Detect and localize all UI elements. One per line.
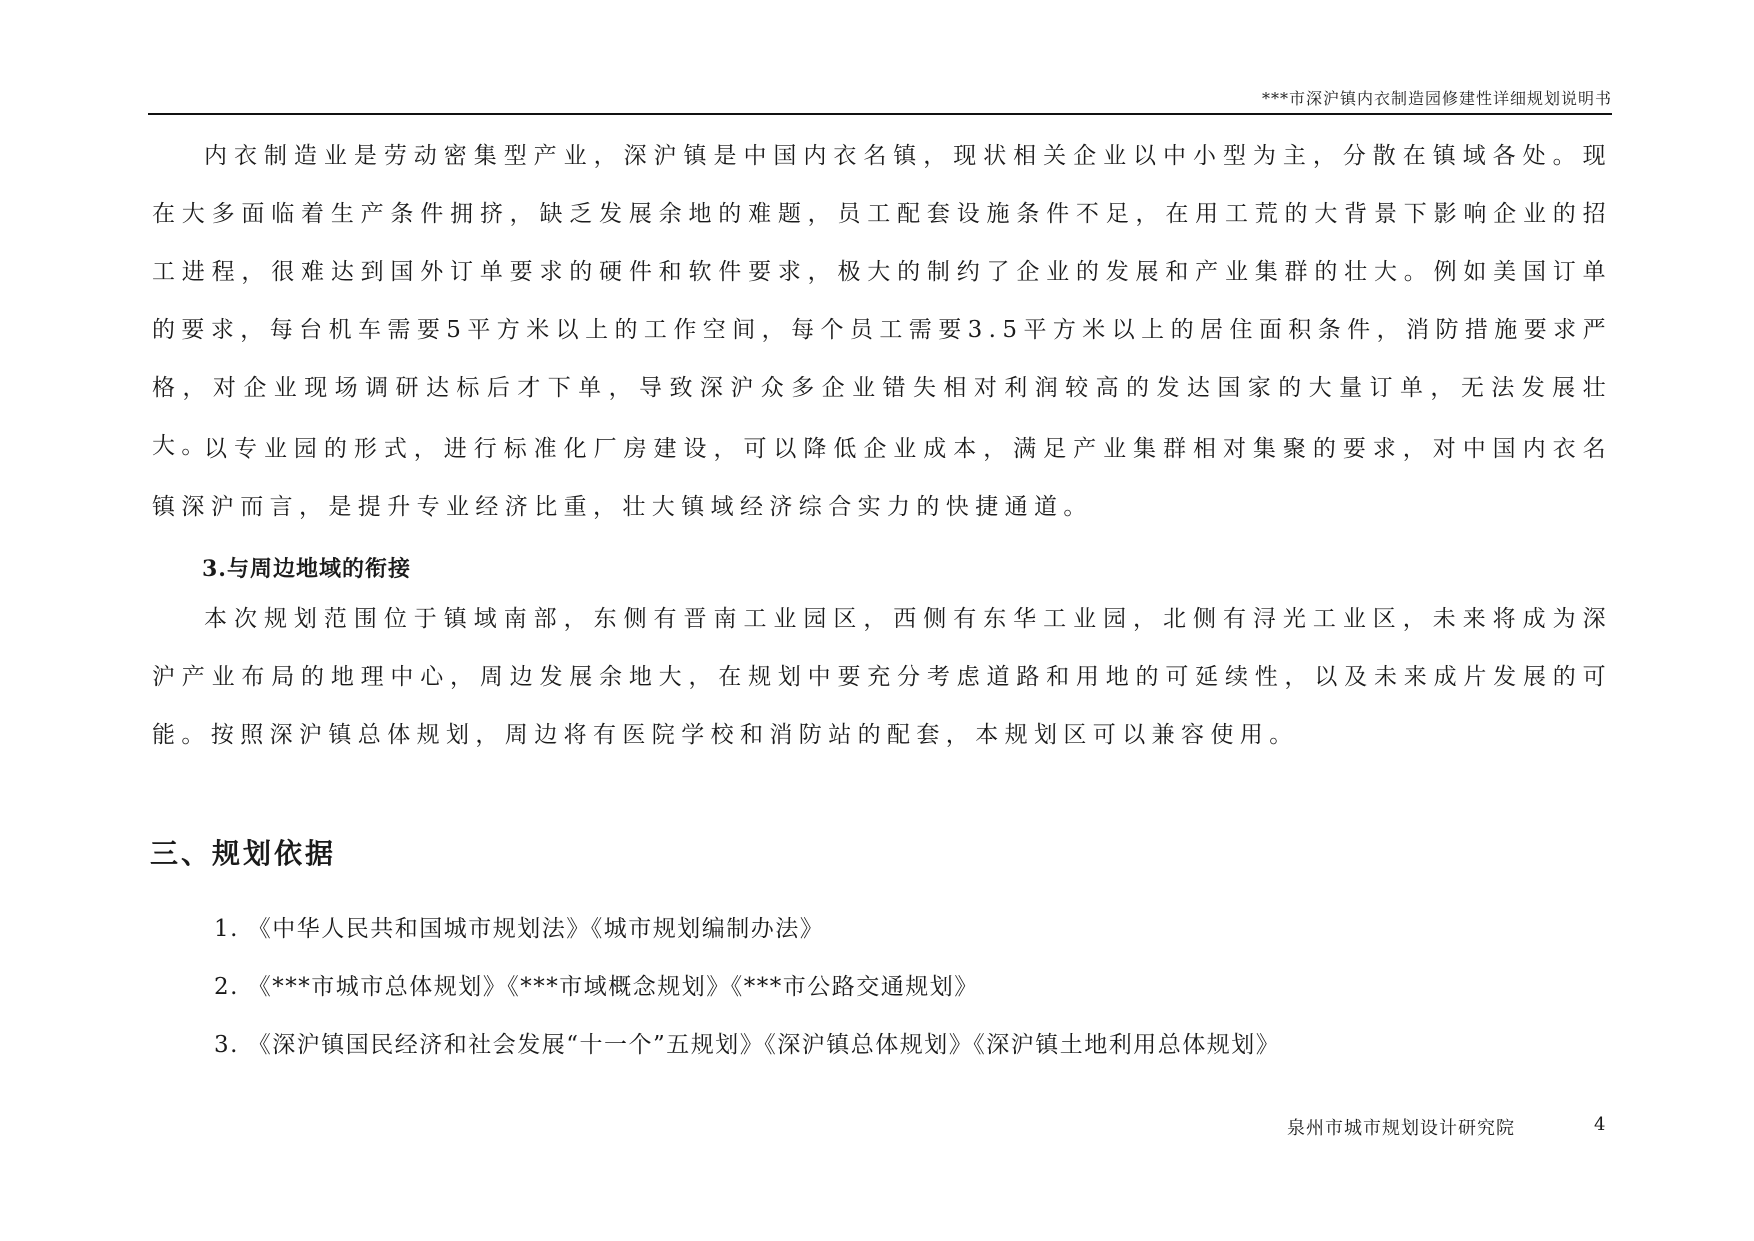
footer-organization: 泉州市城市规划设计研究院 — [1287, 1118, 1515, 1139]
body-paragraph-1: 内衣制造业是劳动密集型产业，深沪镇是中国内衣名镇，现状相关企业以中小型为主，分散在镇域各处。现在大多面临着生产条件拥挤，缺乏发展余地的难题，员工配套设施条件不足，在用工荒的大背景下影响企业的招工进程，很难达到国外订单要求的硬件和软件要求，极大的制约了企业的发展和产业集群的壮大。例如美国订单的要求，每台机车需要5平方米以上的工作空间，每个员工需要3.5平方米以上的居住面积条件，消防措施要求严格，对企业现场调研达标后才下单，导致深沪众多企业错失相对利润较高的发达国家的大量订单，无法发展壮大。 — [152, 143, 1612, 459]
running-header: ***市深沪镇内衣制造园修建性详细规划说明书 — [1261, 89, 1612, 108]
section-heading-planning-basis: 三、规划依据 — [150, 837, 337, 870]
body-paragraph-3: 本次规划范围位于镇域南部，东侧有晋南工业园区，西侧有东华工业园，北侧有浔光工业区，未来将成为深沪产业布局的地理中心，周边发展余地大，在规划中要充分考虑道路和用地的可延续性，以及未来成片发展的可能。按照深沪镇总体规划，周边将有医院学校和消防站的配套，本规划区可以兼容使用。 — [152, 606, 1612, 748]
reference-list — [214, 900, 1280, 1074]
reference-item-1: 1. 《中华人民共和国城市规划法》《城市规划编制办法》 — [214, 916, 825, 942]
body-paragraph-2: 以专业园的形式，进行标准化厂房建设，可以降低企业成本，满足产业集群相对集聚的要求，对中国内衣名镇深沪而言，是提升专业经济比重，壮大镇域经济综合实力的快捷通道。 — [152, 436, 1612, 520]
subheading-surrounding-areas: 3.与周边地域的衔接 — [202, 556, 411, 582]
page-number: 4 — [1594, 1114, 1606, 1135]
header-divider — [148, 113, 1612, 115]
reference-item-2: 2. 《***市城市总体规划》《***市域概念规划》《***市公路交通规划》 — [214, 974, 979, 1000]
reference-item-3: 3. 《深沪镇国民经济和社会发展“十一个”五规划》《深沪镇总体规划》《深沪镇土地利用总体规划》 — [214, 1032, 1281, 1058]
